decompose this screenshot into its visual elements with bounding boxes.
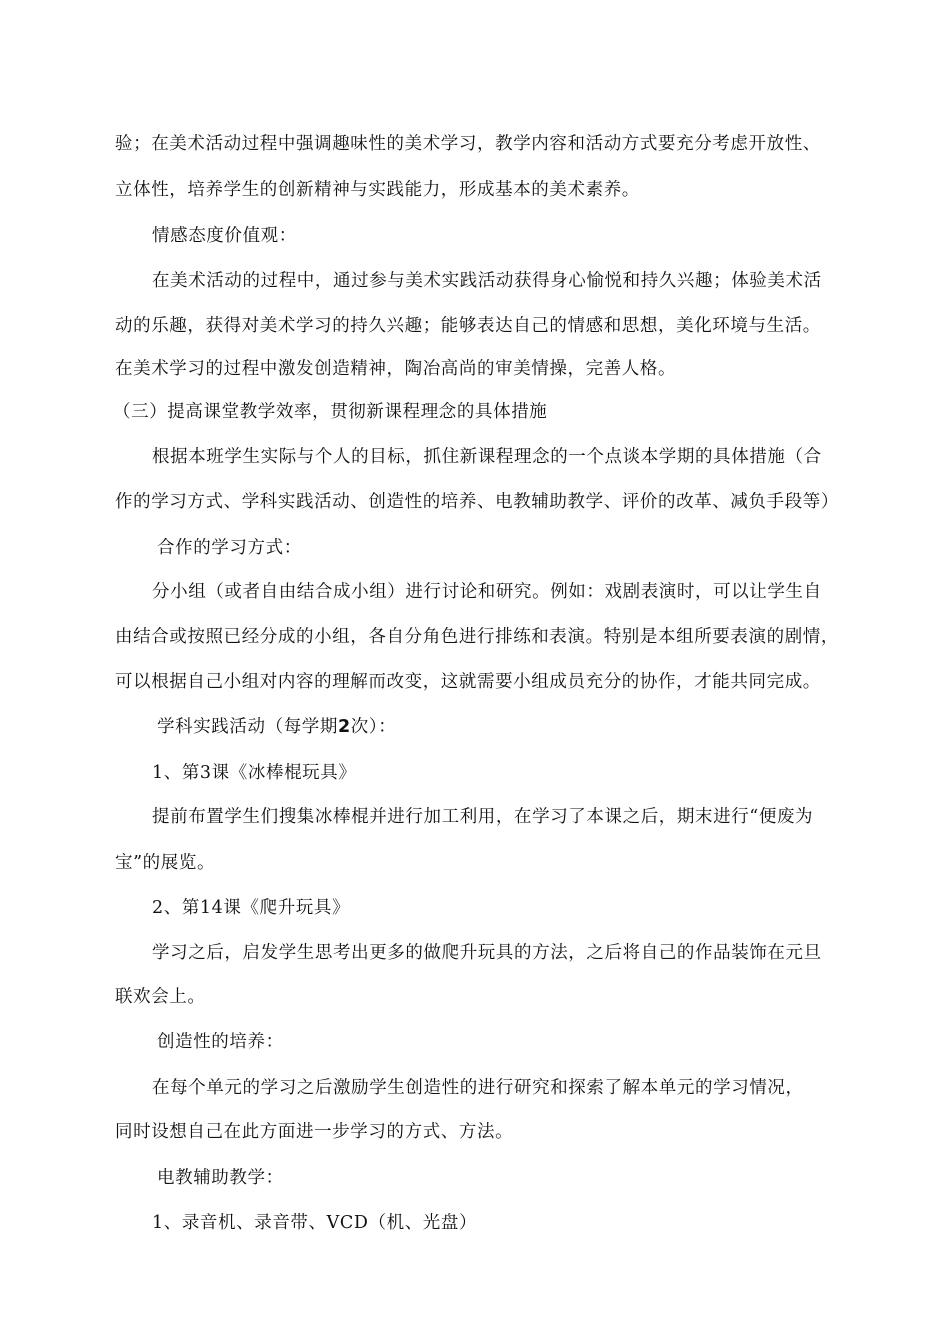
paragraph-line: 立体性，培养学生的创新精神与实践能力，形成基本的美术素养。 xyxy=(115,180,640,200)
paragraph-line: 宝”的展览。 xyxy=(115,853,216,873)
subheading-text: 学科实践活动（每学期 xyxy=(157,717,338,737)
paragraph-line: 由结合或按照已经分成的小组，各自分角色进行排练和表演。特别是本组所要表演的剧情， xyxy=(115,627,839,647)
list-item: 2、第14课《爬升玩具》 xyxy=(152,898,351,918)
paragraph-line: 提前布置学生们搜集冰棒棍并进行加工利用，在学习了本课之后，期末进行“便废为 xyxy=(152,807,814,827)
subheading-affective-values: 情感态度价值观： xyxy=(152,226,297,246)
subheading-multimedia-teaching: 电教辅助教学： xyxy=(157,1168,284,1188)
paragraph-line: 在每个单元的学习之后激励学生创造性的进行研究和探索了解本单元的学习情况， xyxy=(152,1078,804,1098)
paragraph-line: 联欢会上。 xyxy=(115,987,206,1007)
list-item: 1、录音机、录音带、VCD（机、光盘） xyxy=(152,1213,478,1233)
paragraph-line: 分小组（或者自由结合成小组）进行讨论和研究。例如：戏剧表演时，可以让学生自 xyxy=(152,582,822,602)
paragraph-line: 同时设想自己在此方面进一步学习的方式、方法。 xyxy=(115,1122,514,1142)
section-heading: （三）提高课堂教学效率，贯彻新课程理念的具体措施 xyxy=(113,402,548,422)
list-item: 1、第3课《冰棒棍玩具》 xyxy=(152,763,357,783)
subheading-creativity: 创造性的培养： xyxy=(157,1032,284,1052)
paragraph-line: 验；在美术活动过程中强调趣味性的美术学习，教学内容和活动方式要充分考虑开放性、 xyxy=(115,134,821,154)
subheading-practice-activities xyxy=(157,715,396,739)
paragraph-line: 根据本班学生实际与个人的目标，抓住新课程理念的一个点谈本学期的具体措施（合 xyxy=(152,447,822,467)
subheading-text: 次）： xyxy=(350,717,397,737)
paragraph-line: 动的乐趣，获得对美术学习的持久兴趣；能够表达自己的情感和思想，美化环境与生活。 xyxy=(115,316,821,336)
paragraph-line: 在美术活动的过程中，通过参与美术实践活动获得身心愉悦和持久兴趣；体验美术活 xyxy=(152,271,822,291)
paragraph-line: 作的学习方式、学科实践活动、创造性的培养、电教辅助教学、评价的改革、减负手段等） xyxy=(115,492,839,512)
paragraph-line: 在美术学习的过程中激发创造精神，陶冶高尚的审美情操，完善人格。 xyxy=(115,359,677,379)
paragraph-line: 学习之后，启发学生思考出更多的做爬升玩具的方法，之后将自己的作品装饰在元旦 xyxy=(152,943,822,963)
count-number: 2 xyxy=(338,717,351,737)
paragraph-line: 可以根据自己小组对内容的理解而改变，这就需要小组成员充分的协作，才能共同完成。 xyxy=(115,672,821,692)
subheading-cooperative-learning: 合作的学习方式： xyxy=(157,538,302,558)
